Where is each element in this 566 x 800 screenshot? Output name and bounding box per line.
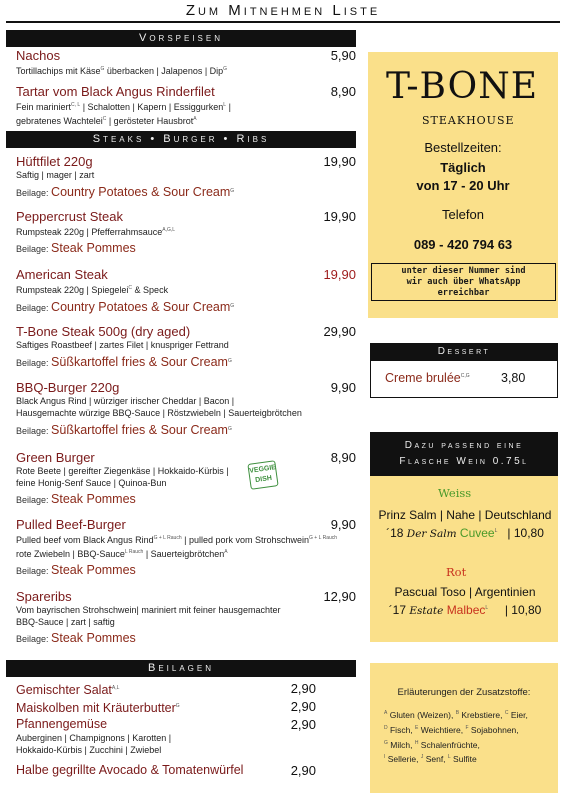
- item-desc: Fein mariniert$^{C, L}$ | Schalotten | Kapern | Essiggurken$^L$ |: [16, 102, 231, 112]
- dessert-name: Creme brulée$^{C,G}$: [385, 371, 470, 385]
- allergen-list: [384, 707, 554, 766]
- item-price: 2,90: [290, 699, 316, 714]
- item-name: American Steak: [16, 267, 108, 282]
- section-beilagen: Beilagen: [6, 660, 356, 677]
- item-name: Halbe gegrillte Avocado & Tomatenwürfel: [16, 763, 244, 777]
- item-price: 2,90: [290, 763, 316, 778]
- item-price: 5,90: [330, 48, 356, 63]
- item-desc-2: BBQ-Sauce | zart | saftig: [16, 617, 115, 627]
- item-price: 8,90: [330, 84, 356, 99]
- wine-panel: [370, 476, 558, 642]
- item-desc: Black Angus Rind | würziger irischer Cheddar | Bacon |: [16, 396, 235, 406]
- item-price: 19,90: [323, 209, 356, 224]
- item-price: 12,90: [323, 589, 356, 604]
- item-desc-2: gebratenes Wachtelei$^C$ | gerösteter Hausbrot$^A$: [16, 116, 197, 126]
- wine-white-producer: Prinz Salm | Nahe | Deutschland: [378, 508, 552, 522]
- item-name: BBQ-Burger 220g: [16, 380, 120, 395]
- section-vorspeisen: Vorspeisen: [6, 30, 356, 47]
- wine-red-producer: Pascual Toso | Argentinien: [394, 585, 536, 599]
- side-dish-avocado: [16, 763, 316, 778]
- item-side: Beilage: Steak Pommes: [16, 492, 136, 506]
- dessert-box: [370, 360, 558, 398]
- item-desc: Auberginen | Champignons | Karotten |: [16, 733, 172, 743]
- item-price: 2,90: [290, 681, 316, 696]
- item-desc: Vom bayrischen Strohschwein| mariniert mit feiner hausgemachter: [16, 605, 281, 615]
- whatsapp-note: unter dieser Nummer sind wir auch über WhatsApp erreichbar: [371, 263, 556, 301]
- page-title: Zum Mitnehmen Liste: [185, 2, 381, 19]
- menu-item-green-burger: [16, 450, 356, 508]
- item-desc-2: Hausgemachte würzige BBQ-Sauce | Röstzwiebeln | Sauerteigbrötchen: [16, 408, 302, 418]
- section-steaks: Steaks • Burger • Ribs: [6, 131, 356, 148]
- allergen-panel: [370, 663, 558, 793]
- veggie-dish-badge: VEGGIE DISH: [247, 460, 278, 490]
- item-side: Beilage: Süßkartoffel fries & Sour Cream$^G$: [16, 355, 232, 369]
- item-desc-2: Hokkaido-Kürbis | Zucchini | Zwiebel: [16, 745, 162, 755]
- item-name: Spareribs: [16, 589, 72, 604]
- item-name: Peppercrust Steak: [16, 209, 123, 224]
- menu-item-bbq-burger: [16, 380, 356, 439]
- item-desc: Rote Beete | gereifter Ziegenkäse | Hokkaido-Kürbis |: [16, 466, 229, 476]
- side-dish-pfannengemuese: [16, 717, 316, 756]
- wine-red-name: ´17 Estate Malbec$^L$ | 10,80: [388, 603, 542, 617]
- steakhouse-logo: T-BONE STEAKHOUSE: [386, 66, 538, 127]
- order-times-label: Bestellzeiten:: [424, 140, 502, 155]
- item-desc: Pulled beef vom Black Angus Rind$^{G + L Rauch}$ | pulled pork vom Strohschwein$^{G + L Rauch}$: [16, 535, 338, 545]
- item-name: T-Bone Steak 500g (dry aged): [16, 324, 191, 339]
- allergen-title: Erläuterungen der Zusatzstoffe:: [397, 687, 531, 698]
- item-name: Pulled Beef-Burger: [16, 517, 126, 532]
- item-side: Beilage: Steak Pommes: [16, 563, 136, 577]
- menu-item-tbone: [16, 324, 356, 371]
- item-desc: Rumpsteak 220g | Pfefferrahmsauce$^{A,G,L}$: [16, 227, 176, 237]
- item-price: 29,90: [323, 324, 356, 339]
- menu-item-peppercrust: [16, 209, 356, 257]
- item-name: Pfannengemüse: [16, 717, 108, 731]
- phone-label: Telefon: [442, 207, 484, 222]
- item-side: Beilage: Süßkartoffel fries & Sour Cream$^G$: [16, 423, 232, 437]
- item-name: Tartar vom Black Angus Rinderfilet: [16, 84, 215, 99]
- order-days: Täglich: [440, 160, 486, 175]
- menu-item-pulled-beef: [16, 517, 356, 579]
- allergen-line: $^A$ Gluten (Weizen), $^B$ Krebstiere, $^C$ Eier,: [384, 709, 528, 720]
- section-wine: Dazu passend eine Flasche Wein 0.75l: [370, 432, 558, 476]
- item-side: Beilage: Country Potatoes & Sour Cream$^G$: [16, 185, 235, 199]
- item-price: 9,90: [330, 517, 356, 532]
- item-price: 2,90: [290, 717, 316, 732]
- item-price: 19,90: [323, 267, 356, 282]
- item-name: Green Burger: [16, 450, 95, 465]
- item-desc: Rumpsteak 220g | Spiegelei$^C$ & Speck: [16, 285, 169, 295]
- item-price: 9,90: [330, 380, 356, 395]
- menu-item-nachos: [16, 48, 356, 77]
- order-hours: von 17 - 20 Uhr: [416, 178, 510, 193]
- side-dish-mais: [16, 699, 316, 716]
- item-price: 19,90: [323, 154, 356, 169]
- item-name: Maiskolben mit Kräuterbutter$^G$: [16, 701, 180, 716]
- menu-item-tartar: [16, 84, 356, 127]
- item-name: Hüftfilet 220g: [16, 154, 93, 169]
- wine-red-label: Rot: [446, 565, 467, 579]
- allergen-line: $^G$ Milch, $^H$ Schalenfrüchte,: [384, 739, 480, 750]
- item-price: 8,90: [330, 450, 356, 465]
- item-name: Gemischter Salat$^{A,L}$: [16, 683, 120, 698]
- title-divider: [6, 21, 560, 23]
- item-side: Beilage: Steak Pommes: [16, 631, 136, 645]
- item-name: Nachos: [16, 48, 61, 63]
- allergen-line: $^I$ Sellerie, $^J$ Senf, $^L$ Sulfite: [384, 754, 477, 765]
- item-desc-2: rote Zwiebeln | BBQ-Sauce$^{L Rauch}$ | Sauerteigbrötchen$^A$: [16, 549, 228, 559]
- allergen-line: $^D$ Fisch, $^E$ Weichtiere, $^F$ Sojabohnen,: [384, 724, 519, 735]
- menu-item-american: [16, 267, 356, 316]
- section-dessert: Dessert: [370, 343, 558, 360]
- item-side: Beilage: Steak Pommes: [16, 241, 136, 255]
- item-desc-2: feine Honig-Senf Sauce | Quinoa-Bun: [16, 478, 167, 488]
- item-desc: Saftiges Roastbeef | zartes Filet | knuspriger Fettrand: [16, 340, 229, 350]
- menu-item-spareribs: [16, 589, 356, 647]
- wine-white-label: Weiss: [438, 486, 472, 500]
- dessert-price: 3,80: [501, 371, 526, 385]
- side-dish-salat: [16, 681, 316, 698]
- menu-item-hueftfilet: [16, 154, 356, 201]
- phone-number[interactable]: 089 - 420 794 63: [413, 237, 513, 252]
- item-desc: Tortillachips mit Käse$^G$ überbacken | Jalapenos | Dip$^G$: [16, 66, 228, 76]
- item-desc: Saftig | mager | zart: [16, 170, 95, 180]
- item-side: Beilage: Country Potatoes & Sour Cream$^G$: [16, 300, 235, 314]
- wine-white-name: ´18 Der Salm Cuvee$^L$ | 10,80: [386, 526, 544, 540]
